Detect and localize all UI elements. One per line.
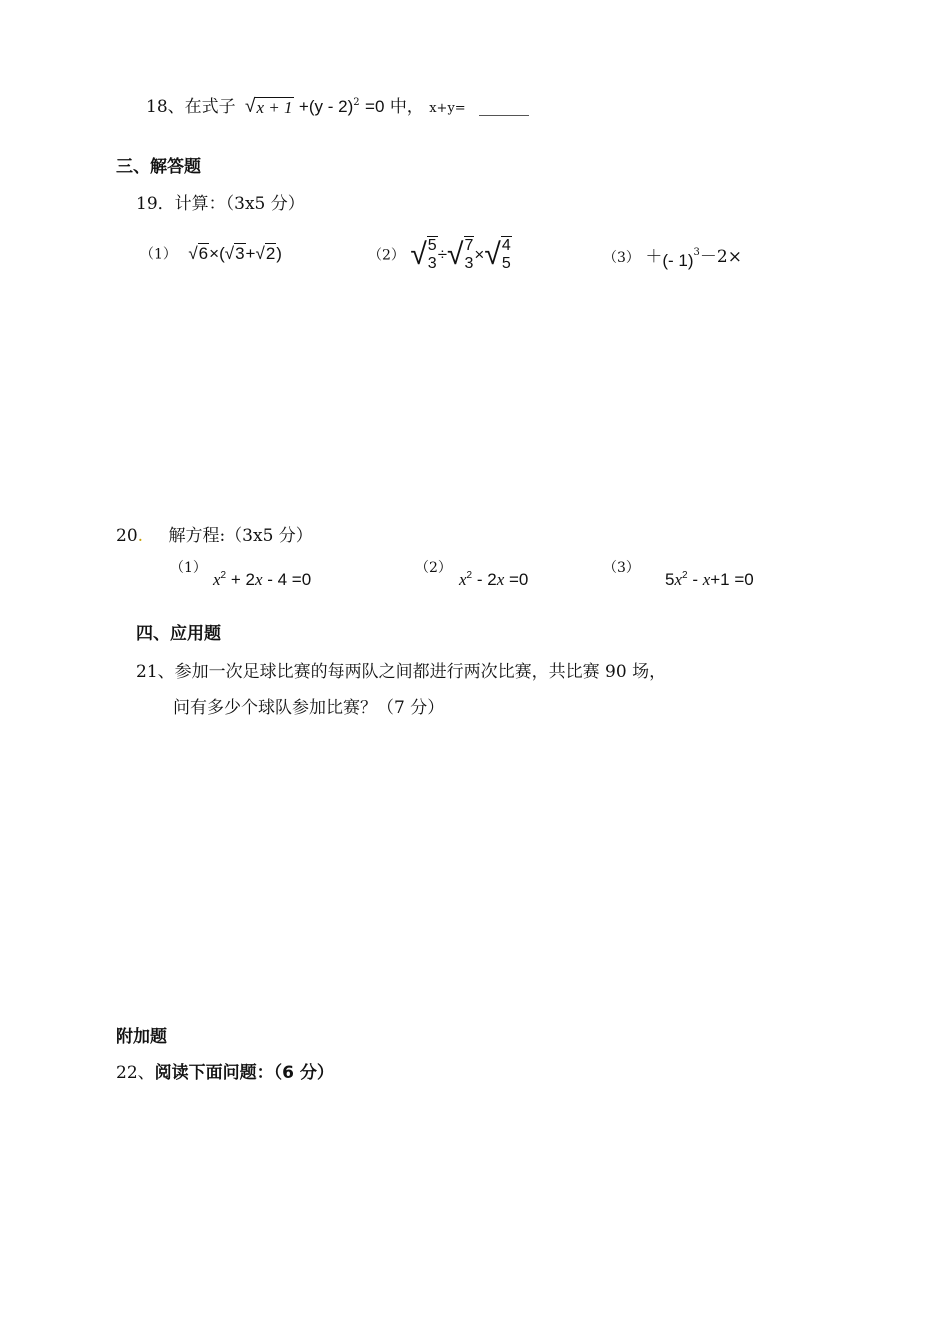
bonus-title: 附加题 <box>116 1027 167 1047</box>
q19-p2-times: × <box>474 244 485 264</box>
q19-prompt: 19．计算：（3x5 分） <box>136 194 305 214</box>
q19-part-3 <box>603 242 742 271</box>
q19-p3-plus: ＋ <box>645 247 663 267</box>
q18-ask: x+y= <box>429 101 466 116</box>
q18-suffix: 中， <box>389 97 424 117</box>
q18-answer-blank <box>479 114 529 116</box>
q19-p2-frac-2: 7 3 <box>464 237 474 272</box>
q20-header <box>116 521 313 546</box>
q18-sqrt-expression: √ x + 1 <box>245 96 293 117</box>
q19-p2-label: （2） <box>368 247 405 264</box>
q20-p3-label: （3） <box>603 560 640 576</box>
q19-part-2: （2） √ 5 3 ÷ √ 7 3 × √ 4 5 <box>368 237 511 272</box>
q19-p1-sqrt3: √ 3 <box>224 243 245 263</box>
q22-text: 阅读下面问题：（6 分） <box>154 1063 334 1083</box>
q19-p3-exponent: 3 <box>693 247 700 258</box>
q22-number: 22、 <box>116 1063 155 1083</box>
q19-p1-sqrt6: √ 6 <box>188 243 209 263</box>
q20-dot: . <box>137 526 144 546</box>
q20-p1-equation: $x^2 + 2x - 4 =0$ <box>213 570 312 589</box>
q18-exponent: 2 <box>353 97 360 108</box>
question-18 <box>146 92 529 118</box>
q20-number: 20 <box>116 526 138 546</box>
section-4-title: 四、应用题 <box>136 624 221 644</box>
question-22 <box>116 1058 334 1083</box>
q19-p3-rest: －2× <box>699 247 742 267</box>
q19-p1-times: ×( <box>209 243 225 263</box>
q20-p3-equation: $5x^2 - x+1 =0$ <box>665 570 754 589</box>
q20-prompt: 解方程:（3x5 分） <box>168 526 313 546</box>
q18-prefix: 18、在式子 <box>146 97 236 117</box>
q19-p1-close: ) <box>276 243 282 263</box>
q20-p2-equation: $x^2 - 2x =0$ <box>459 570 529 589</box>
q18-equals: =0 <box>365 97 385 116</box>
q19-p1-sqrt2: √ 2 <box>255 243 276 263</box>
section-3-title: 三、解答题 <box>116 157 201 177</box>
q19-p3-label: （3） <box>603 250 640 266</box>
q19-p1-plus: + <box>245 243 256 263</box>
q21-line-1: 21、参加一次足球比赛的每两队之间都进行两次比赛，共比赛 90 场， <box>136 662 667 682</box>
q19-p1-label: （1） <box>140 246 177 263</box>
q19-p2-frac-3: 4 5 <box>501 237 511 272</box>
q20-p2-label: （2） <box>415 560 452 576</box>
q19-p3-base: (- 1) <box>662 251 694 270</box>
q20-p1-label: （1） <box>170 560 207 576</box>
q21-line-2: 问有多少个球队参加比赛？（7 分） <box>173 698 445 718</box>
q18-radicand: x + 1 <box>256 97 293 117</box>
q18-square-term: +(y - 2) <box>298 97 354 116</box>
q19-part-1 <box>140 243 282 264</box>
q19-p2-divide: ÷ <box>437 244 448 264</box>
q19-p2-frac-1: 5 3 <box>427 237 437 272</box>
